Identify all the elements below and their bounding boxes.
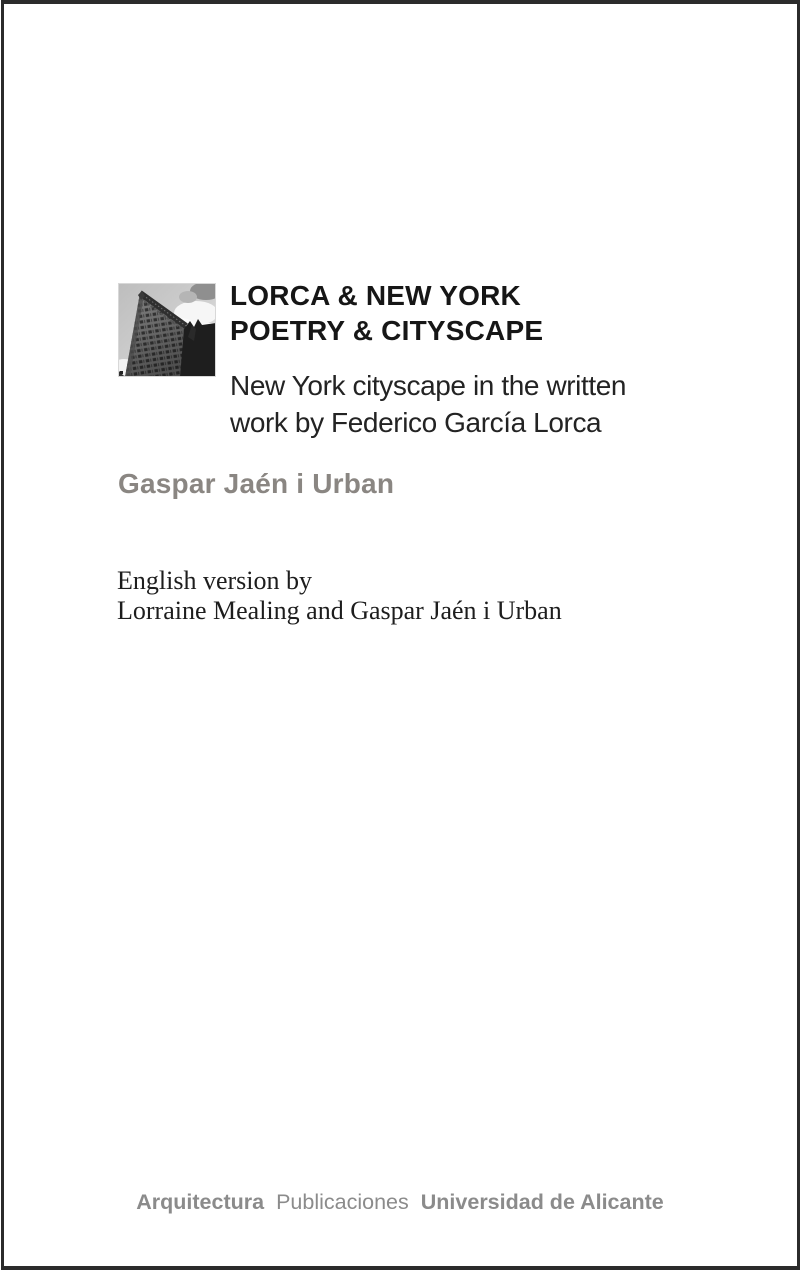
page-border-frame [1,0,800,1270]
author-name: Gaspar Jaén i Urban [118,468,395,499]
publisher-imprint [0,1190,800,1215]
book-title-line1: LORCA & NEW YORK [230,280,521,311]
translation-credit [117,566,562,626]
book-subtitle [230,367,626,441]
book-title [230,278,543,348]
translation-credit-line1: English version by [117,566,312,595]
book-subtitle-line2: work by Federico García Lorca [230,407,602,438]
imprint-university: Universidad de Alicante [420,1190,664,1214]
flatiron-building-photo [118,283,216,377]
book-title-line2: POETRY & CITYSCAPE [230,315,544,346]
imprint-collection: Arquitectura [136,1190,265,1214]
translation-credit-line2: Lorraine Mealing and Gaspar Jaén i Urban [117,596,562,625]
imprint-publisher: Publicaciones [276,1190,409,1214]
book-subtitle-line1: New York cityscape in the written [230,370,627,401]
